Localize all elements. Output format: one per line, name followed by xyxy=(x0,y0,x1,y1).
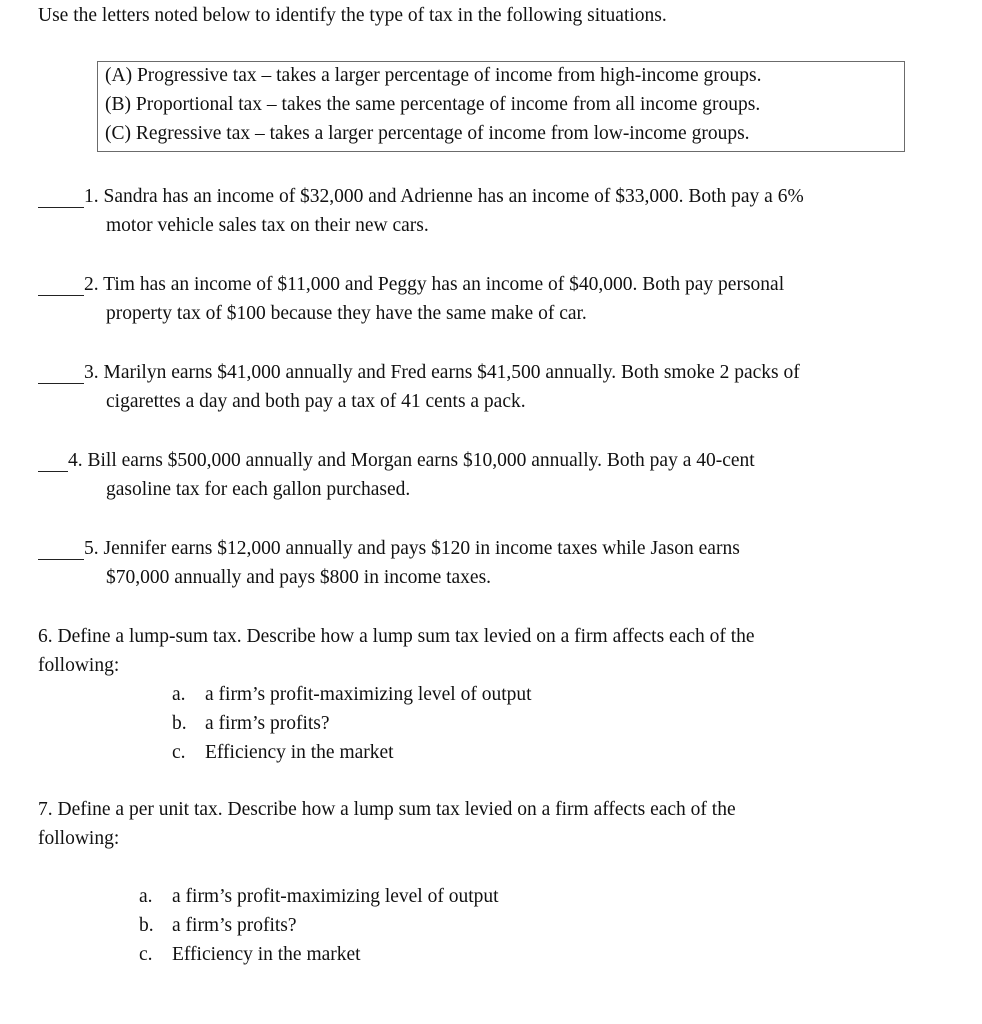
question-7-item-c-label: c. xyxy=(139,944,153,965)
question-6-line-1: 6. Define a lump-sum tax. Describe how a lump sum tax levied on a firm affects each of the xyxy=(38,626,755,647)
question-3-line-2: cigarettes a day and both pay a tax of 41 cents a pack. xyxy=(106,391,526,412)
question-6-item-c-label: c. xyxy=(172,742,186,763)
question-6-item-b-label: b. xyxy=(172,713,187,734)
question-6-line-2: following: xyxy=(38,655,120,676)
question-6-item-c-text: Efficiency in the market xyxy=(205,742,394,763)
question-3-line-1: 3. Marilyn earns $41,000 annually and Fred earns $41,500 annually. Both smoke 2 packs of xyxy=(84,362,800,383)
legend-progressive: (A) Progressive tax – takes a larger percentage of income from high-income groups. xyxy=(105,65,762,86)
legend-proportional: (B) Proportional tax – takes the same percentage of income from all income groups. xyxy=(105,94,761,115)
question-4-line-1: 4. Bill earns $500,000 annually and Morgan earns $10,000 annually. Both pay a 40-cent xyxy=(68,450,755,471)
question-5-line-2: $70,000 annually and pays $800 in income taxes. xyxy=(106,567,492,588)
question-7-item-a-label: a. xyxy=(139,886,153,907)
answer-blank-5[interactable] xyxy=(38,559,84,560)
answer-blank-4[interactable] xyxy=(38,471,68,472)
answer-blank-2[interactable] xyxy=(38,295,84,296)
question-7-line-2: following: xyxy=(38,828,120,849)
question-1-line-1: 1. Sandra has an income of $32,000 and Adrienne has an income of $33,000. Both pay a 6% xyxy=(84,186,804,207)
legend-regressive: (C) Regressive tax – takes a larger percentage of income from low-income groups. xyxy=(105,123,750,144)
question-2-line-1: 2. Tim has an income of $11,000 and Peggy has an income of $40,000. Both pay personal xyxy=(84,274,785,295)
question-7-item-b-text: a firm’s profits? xyxy=(172,915,297,936)
question-7-line-1: 7. Define a per unit tax. Describe how a lump sum tax levied on a firm affects each of the xyxy=(38,799,736,820)
question-2-line-2: property tax of $100 because they have the same make of car. xyxy=(106,303,587,324)
question-6-item-a-text: a firm’s profit-maximizing level of output xyxy=(205,684,532,705)
question-5-line-1: 5. Jennifer earns $12,000 annually and pays $120 in income taxes while Jason earns xyxy=(84,538,740,559)
question-7-item-c-text: Efficiency in the market xyxy=(172,944,361,965)
tax-type-legend-box xyxy=(97,61,905,152)
answer-blank-1[interactable] xyxy=(38,207,84,208)
instructions: Use the letters noted below to identify the type of tax in the following situations. xyxy=(38,5,667,26)
question-7-item-b-label: b. xyxy=(139,915,154,936)
question-6-item-b-text: a firm’s profits? xyxy=(205,713,330,734)
question-6-item-a-label: a. xyxy=(172,684,186,705)
question-4-line-2: gasoline tax for each gallon purchased. xyxy=(106,479,411,500)
answer-blank-3[interactable] xyxy=(38,383,84,384)
question-7-item-a-text: a firm’s profit-maximizing level of output xyxy=(172,886,499,907)
question-1-line-2: motor vehicle sales tax on their new cars. xyxy=(106,215,429,236)
